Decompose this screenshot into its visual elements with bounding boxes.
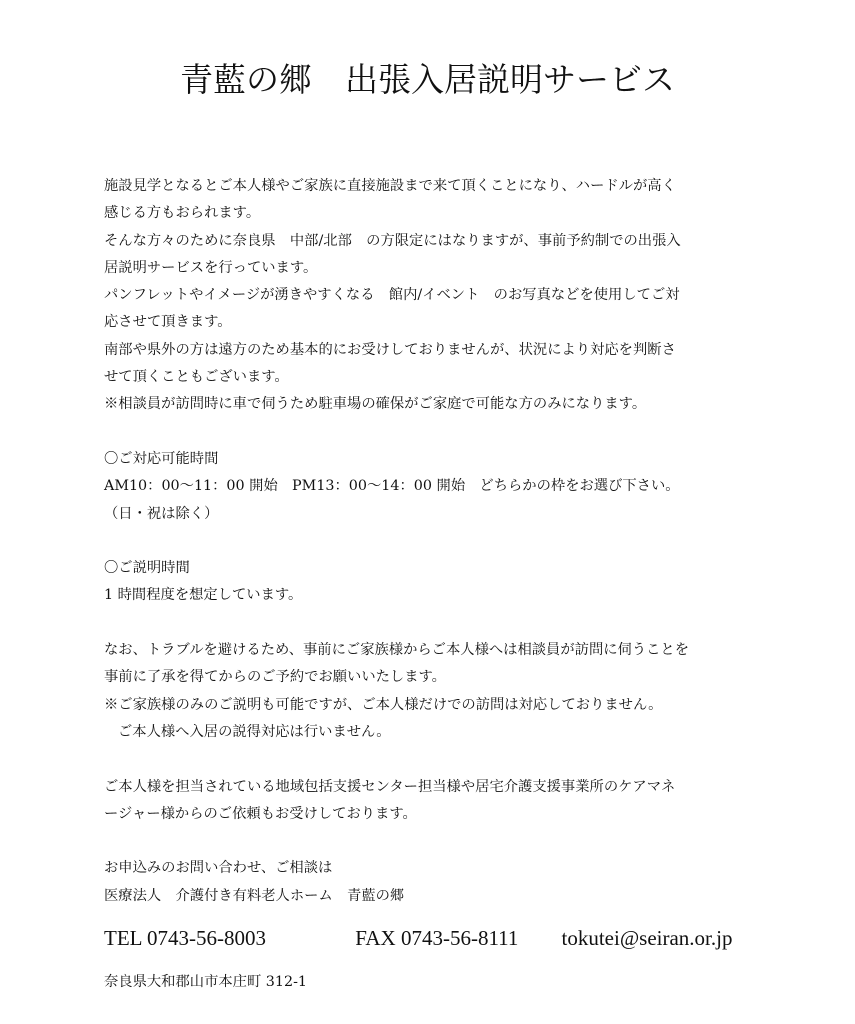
intro-line: ※相談員が訪問時に車で伺うため駐車場の確保がご家庭で可能な方のみになります。 (104, 396, 647, 413)
intro-line: 感じる方もおられます。 (104, 205, 261, 222)
hours-heading: 〇ご対応可能時間 (104, 450, 219, 467)
contact-row (104, 926, 732, 951)
intro-line: 応させて頂きます。 (104, 314, 232, 331)
email-address: tokutei@seiran.or.jp (561, 926, 733, 950)
spacer (104, 528, 764, 555)
intro-line: せて頂くこともございます。 (104, 369, 289, 386)
page-title: 青藍の郷 出張入居説明サービス (180, 60, 675, 99)
hours-line: AM10：00～11：00 開始 PM13：00～14：00 開始 どちらかの枠をお選び下さい。 (104, 478, 680, 495)
intro-line: 居説明サービスを行っています。 (104, 259, 318, 276)
referral-line: ージャー様からのご依頼もお受けしております。 (104, 805, 417, 822)
notes-line: 事前に了承を得てからのご予約でお願いいたします。 (104, 669, 446, 686)
fax-number: FAX 0743-56-8111 (355, 926, 519, 950)
spacer (104, 746, 764, 773)
organization-name: 医療法人 介護付き有料老人ホーム 青藍の郷 (104, 887, 405, 904)
spacer (104, 419, 764, 446)
intro-line: パンフレットやイメージが湧きやすくなる 館内/イベント のお写真などを使用してご対 (104, 287, 680, 304)
intro-line: 施設見学となるとご本人様やご家族に直接施設まで来て頂くことになり、ハードルが高く (104, 178, 676, 194)
hours-exclusion: （日・祝は除く） (104, 505, 219, 522)
spacer (104, 610, 764, 637)
notes-line: なお、トラブルを避けるため、事前にご家族様からご本人様へは相談員が訪問に伺うことを (104, 642, 690, 659)
duration-heading: 〇ご説明時間 (104, 560, 190, 577)
intro-line: そんな方々のために奈良県 中部/北部 の方限定にはなりますが、事前予約制での出張入 (104, 232, 681, 249)
spacer (104, 828, 764, 855)
notes-line: ※ご家族様のみのご説明も可能ですが、ご本人様だけでの訪問は対応しておりません。 (104, 696, 663, 713)
postal-address: 奈良県大和郡山市本庄町 312-1 (104, 974, 308, 990)
body-text (104, 173, 764, 910)
duration-line: 1 時間程度を想定しています。 (104, 587, 303, 604)
intro-line: 南部や県外の方は遠方のため基本的にお受けしておりませんが、状況により対応を判断さ (104, 341, 676, 358)
notes-line: ご本人様へ入居の説得対応は行いません。 (118, 723, 391, 740)
contact-intro: お申込みのお問い合わせ、ご相談は (104, 860, 333, 877)
referral-line: ご本人様を担当されている地域包括支援センター担当様や居宅介護支援事業所のケアマネ (104, 778, 676, 795)
phone-number: TEL 0743-56-8003 (104, 926, 266, 950)
